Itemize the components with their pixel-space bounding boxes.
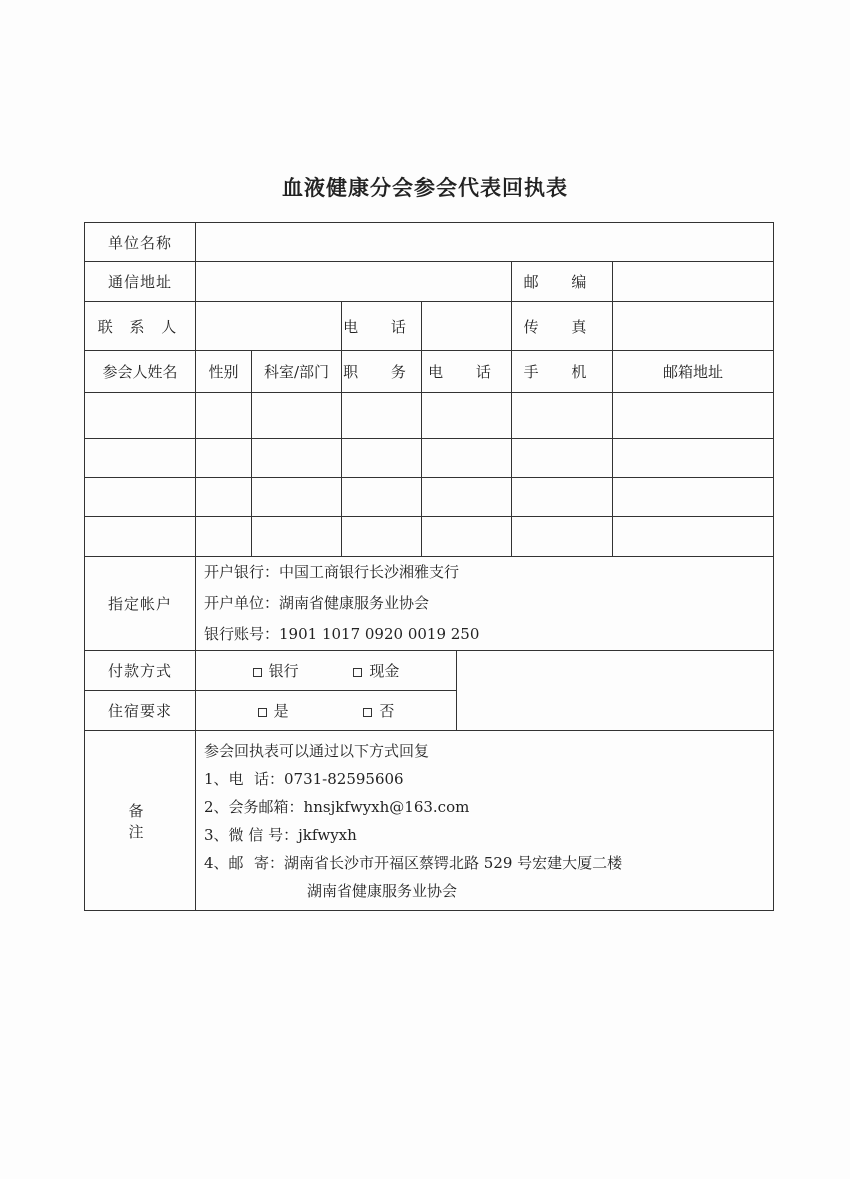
notes-mail-line2: 湖南省健康服务业协会 bbox=[307, 881, 458, 900]
notes-mail: 4、邮 寄：湖南省长沙市开福区蔡锷北路 529 号宏建大厦二楼 bbox=[204, 853, 623, 872]
bank-name: 开户银行：中国工商银行长沙湘雅支行 bbox=[204, 563, 460, 581]
notes-wechat: 3、微 信 号：jkfwyxh bbox=[204, 825, 357, 844]
contact-field[interactable] bbox=[196, 302, 342, 351]
address-field[interactable] bbox=[196, 262, 512, 302]
phone-label: 电 话 bbox=[342, 302, 422, 351]
checkbox-icon[interactable] bbox=[363, 708, 372, 717]
unit-name-label: 单位名称 bbox=[85, 223, 196, 262]
header-gender: 性别 bbox=[196, 351, 252, 393]
header-name: 参会人姓名 bbox=[85, 351, 196, 393]
account-label: 指定帐户 bbox=[85, 557, 196, 651]
notes-phone: 1、电 话：0731-82595606 bbox=[204, 769, 404, 788]
header-phone: 电 话 bbox=[422, 351, 512, 393]
checkbox-icon[interactable] bbox=[253, 668, 262, 677]
payment-cash-option[interactable]: 现金 bbox=[353, 660, 399, 681]
account-info bbox=[196, 557, 774, 651]
lodging-label: 住宿要求 bbox=[85, 691, 196, 731]
checkbox-icon[interactable] bbox=[258, 708, 267, 717]
contact-label: 联 系 人 bbox=[85, 302, 196, 351]
header-mobile: 手 机 bbox=[512, 351, 613, 393]
lodging-options bbox=[196, 691, 457, 731]
account-holder: 开户单位：湖南省健康服务业协会 bbox=[204, 594, 430, 612]
lodging-no-option[interactable]: 否 bbox=[363, 700, 394, 721]
page-title: 血液健康分会参会代表回执表 bbox=[282, 176, 568, 200]
attendee-header-row bbox=[85, 351, 774, 393]
address-label: 通信地址 bbox=[85, 262, 196, 302]
registration-form-table bbox=[84, 222, 774, 911]
header-email: 邮箱地址 bbox=[613, 351, 774, 393]
unit-name-field[interactable] bbox=[196, 223, 774, 262]
notes-intro: 参会回执表可以通过以下方式回复 bbox=[204, 741, 430, 760]
attendee-row bbox=[85, 478, 774, 517]
payment-label: 付款方式 bbox=[85, 651, 196, 691]
lodging-yes-option[interactable]: 是 bbox=[258, 700, 289, 721]
notes-email: 2、会务邮箱：hnsjkfwyxh@163.com bbox=[204, 797, 470, 816]
fax-field[interactable] bbox=[613, 302, 774, 351]
attendee-row bbox=[85, 439, 774, 478]
notes-label: 备 注 bbox=[85, 731, 196, 911]
postcode-field[interactable] bbox=[613, 262, 774, 302]
postcode-label: 邮 编 bbox=[512, 262, 613, 302]
blank-cell bbox=[457, 651, 774, 731]
header-department: 科室/部门 bbox=[252, 351, 342, 393]
phone-field[interactable] bbox=[422, 302, 512, 351]
payment-bank-option[interactable]: 银行 bbox=[253, 660, 299, 681]
fax-label: 传 真 bbox=[512, 302, 613, 351]
notes-content bbox=[196, 731, 774, 911]
account-number: 银行账号：1901 1017 0920 0019 250 bbox=[204, 625, 480, 643]
attendee-row bbox=[85, 393, 774, 439]
header-position: 职 务 bbox=[342, 351, 422, 393]
payment-options bbox=[196, 651, 457, 691]
attendee-row bbox=[85, 517, 774, 557]
checkbox-icon[interactable] bbox=[353, 668, 362, 677]
